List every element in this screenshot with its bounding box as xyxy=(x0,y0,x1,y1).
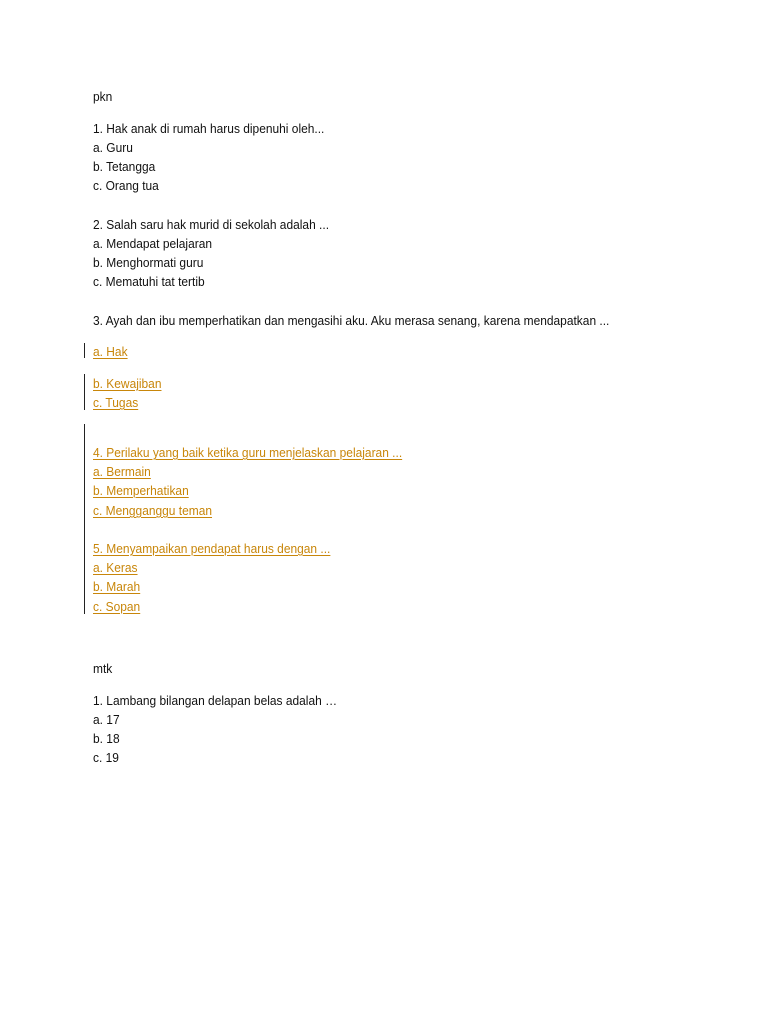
answer-option: b. Tetangga xyxy=(93,159,156,174)
section-heading-mtk: mtk xyxy=(93,661,113,676)
question-text: 1. Hak anak di rumah harus dipenuhi oleh... xyxy=(93,121,325,136)
answer-option: a. 17 xyxy=(93,712,120,727)
question-text: 5. Menyampaikan pendapat harus dengan ... xyxy=(93,541,331,556)
question-text: 3. Ayah dan ibu memperhatikan dan mengasihi aku. Aku merasa senang, karena mendapatkan ... xyxy=(93,313,610,328)
change-bar xyxy=(84,374,85,410)
answer-option: b. Kewajiban xyxy=(93,376,162,391)
section-heading-pkn: pkn xyxy=(93,89,113,104)
answer-option: b. Menghormati guru xyxy=(93,255,204,270)
answer-option: c. Mengganggu teman xyxy=(93,503,213,518)
answer-option: a. Guru xyxy=(93,140,133,155)
change-bar xyxy=(84,343,85,358)
answer-option: a. Mendapat pelajaran xyxy=(93,236,213,251)
answer-option: b. Memperhatikan xyxy=(93,483,189,498)
answer-option: c. Tugas xyxy=(93,395,139,410)
question-text: 1. Lambang bilangan delapan belas adalah … xyxy=(93,693,338,708)
answer-option: a. Keras xyxy=(93,560,138,575)
answer-option: b. Marah xyxy=(93,579,141,594)
answer-option: c. Mematuhi tat tertib xyxy=(93,274,205,289)
change-bar xyxy=(84,424,85,614)
question-text: 2. Salah saru hak murid di sekolah adalah ... xyxy=(93,217,330,232)
answer-option: c. Orang tua xyxy=(93,178,159,193)
answer-option: c. Sopan xyxy=(93,599,141,614)
question-text: 4. Perilaku yang baik ketika guru menjelaskan pelajaran ... xyxy=(93,445,403,460)
answer-option: a. Bermain xyxy=(93,464,151,479)
answer-option: a. Hak xyxy=(93,344,128,359)
answer-option: c. 19 xyxy=(93,750,119,765)
answer-option: b. 18 xyxy=(93,731,120,746)
